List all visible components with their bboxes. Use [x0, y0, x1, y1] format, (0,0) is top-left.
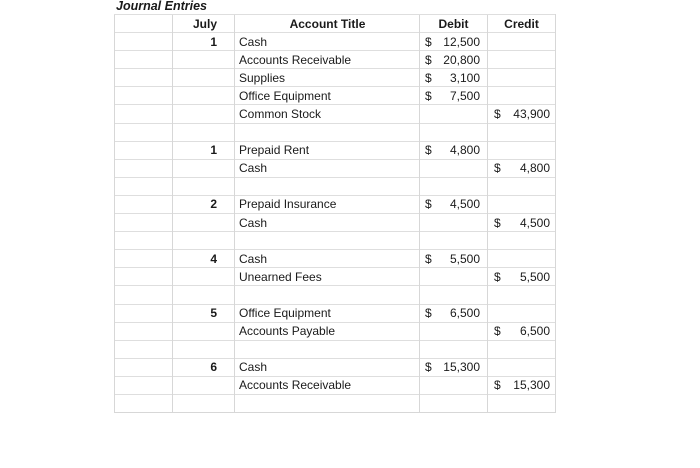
date-cell[interactable]: [173, 394, 235, 412]
debit-cell[interactable]: [420, 340, 488, 358]
credit-cell[interactable]: [488, 358, 556, 376]
credit-cell[interactable]: [488, 394, 556, 412]
currency-symbol: $: [494, 107, 501, 122]
table-row: [115, 358, 556, 376]
blank-cell[interactable]: [115, 232, 173, 250]
table-row: [115, 33, 556, 51]
account-cell[interactable]: Cash: [235, 214, 420, 232]
credit-cell[interactable]: [488, 51, 556, 69]
debit-cell[interactable]: [420, 159, 488, 177]
credit-amount: 43,900: [513, 107, 550, 122]
blank-cell[interactable]: [115, 177, 173, 195]
debit-amount: 20,800: [443, 52, 480, 67]
blank-cell[interactable]: [115, 105, 173, 123]
table-row: [115, 376, 556, 394]
credit-cell[interactable]: [488, 232, 556, 250]
debit-cell[interactable]: [420, 268, 488, 286]
currency-symbol: $: [494, 269, 501, 284]
table-row: [115, 394, 556, 412]
debit-amount: 7,500: [449, 88, 480, 103]
date-cell[interactable]: 5: [173, 304, 235, 322]
credit-cell[interactable]: [488, 304, 556, 322]
blank-cell[interactable]: [115, 87, 173, 105]
header-row: [115, 15, 556, 33]
table-row: [115, 105, 556, 123]
date-cell[interactable]: [173, 159, 235, 177]
currency-symbol: $: [425, 306, 432, 321]
table-row: [115, 69, 556, 87]
account-cell[interactable]: Common Stock: [235, 105, 420, 123]
table-row: [115, 159, 556, 177]
credit-amount: 4,800: [519, 161, 550, 176]
currency-symbol: $: [494, 161, 501, 176]
debit-cell[interactable]: [420, 250, 488, 268]
debit-cell[interactable]: [420, 214, 488, 232]
table-row: [115, 268, 556, 286]
currency-symbol: $: [494, 378, 501, 393]
currency-symbol: $: [494, 324, 501, 339]
currency-symbol: $: [494, 215, 501, 230]
date-cell[interactable]: 4: [173, 250, 235, 268]
table-row: [115, 340, 556, 358]
debit-cell[interactable]: [420, 33, 488, 51]
date-cell[interactable]: [173, 340, 235, 358]
account-cell[interactable]: [235, 232, 420, 250]
debit-cell[interactable]: [420, 123, 488, 141]
currency-symbol: $: [425, 34, 432, 49]
blank-cell[interactable]: [115, 304, 173, 322]
sheet-title: Journal Entries: [116, 0, 207, 13]
debit-cell[interactable]: [420, 51, 488, 69]
blank-cell[interactable]: [115, 250, 173, 268]
account-header[interactable]: Account Title: [235, 15, 420, 33]
currency-symbol: $: [425, 360, 432, 375]
credit-cell[interactable]: [488, 250, 556, 268]
date-cell[interactable]: [173, 322, 235, 340]
date-cell[interactable]: 1: [173, 33, 235, 51]
table-row: [115, 177, 556, 195]
blank-cell[interactable]: [115, 69, 173, 87]
date-cell[interactable]: [173, 376, 235, 394]
credit-amount: 15,300: [513, 378, 550, 393]
account-cell[interactable]: Accounts Payable: [235, 322, 420, 340]
table-row: [115, 141, 556, 159]
debit-cell[interactable]: [420, 141, 488, 159]
debit-amount: 5,500: [449, 251, 480, 266]
debit-cell[interactable]: [420, 105, 488, 123]
date-cell[interactable]: [173, 123, 235, 141]
debit-cell[interactable]: [420, 195, 488, 213]
account-cell[interactable]: Prepaid Rent: [235, 141, 420, 159]
blank-cell[interactable]: [115, 51, 173, 69]
credit-cell[interactable]: [488, 159, 556, 177]
table-row: [115, 51, 556, 69]
blank-cell[interactable]: [115, 340, 173, 358]
currency-symbol: $: [425, 143, 432, 158]
table-row: [115, 250, 556, 268]
blank-cell[interactable]: [115, 376, 173, 394]
date-cell[interactable]: [173, 214, 235, 232]
credit-cell[interactable]: [488, 286, 556, 304]
date-cell[interactable]: [173, 286, 235, 304]
date-cell[interactable]: [173, 177, 235, 195]
table-row: [115, 87, 556, 105]
debit-amount: 15,300: [443, 360, 480, 375]
date-header[interactable]: July: [173, 15, 235, 33]
debit-cell[interactable]: [420, 87, 488, 105]
account-cell[interactable]: [235, 123, 420, 141]
date-cell[interactable]: 1: [173, 141, 235, 159]
date-cell[interactable]: [173, 69, 235, 87]
blank-cell[interactable]: [115, 159, 173, 177]
currency-symbol: $: [425, 52, 432, 67]
blank-cell[interactable]: [115, 33, 173, 51]
credit-cell[interactable]: [488, 214, 556, 232]
date-cell[interactable]: [173, 51, 235, 69]
debit-amount: 3,100: [449, 70, 480, 85]
account-cell[interactable]: Prepaid Insurance: [235, 195, 420, 213]
account-cell[interactable]: Cash: [235, 250, 420, 268]
debit-amount: 4,800: [449, 143, 480, 158]
account-cell[interactable]: Office Equipment: [235, 304, 420, 322]
debit-cell[interactable]: [420, 376, 488, 394]
date-cell[interactable]: [173, 268, 235, 286]
date-cell[interactable]: [173, 105, 235, 123]
date-cell[interactable]: 6: [173, 358, 235, 376]
credit-cell[interactable]: [488, 87, 556, 105]
credit-amount: 5,500: [519, 269, 550, 284]
account-cell[interactable]: [235, 286, 420, 304]
blank-cell[interactable]: [115, 394, 173, 412]
blank-cell[interactable]: [115, 15, 173, 33]
blank-cell[interactable]: [115, 322, 173, 340]
currency-symbol: $: [425, 251, 432, 266]
date-cell[interactable]: [173, 87, 235, 105]
blank-cell[interactable]: [115, 268, 173, 286]
debit-cell[interactable]: [420, 286, 488, 304]
table-row: [115, 304, 556, 322]
currency-symbol: $: [425, 197, 432, 212]
blank-cell[interactable]: [115, 358, 173, 376]
blank-cell[interactable]: [115, 141, 173, 159]
date-cell[interactable]: [173, 232, 235, 250]
credit-cell[interactable]: [488, 105, 556, 123]
credit-cell[interactable]: [488, 322, 556, 340]
table-row: [115, 286, 556, 304]
debit-amount: 4,500: [449, 197, 480, 212]
debit-cell[interactable]: [420, 232, 488, 250]
blank-cell[interactable]: [115, 214, 173, 232]
table-row: [115, 123, 556, 141]
blank-cell[interactable]: [115, 123, 173, 141]
credit-cell[interactable]: [488, 268, 556, 286]
date-cell[interactable]: 2: [173, 195, 235, 213]
debit-cell[interactable]: [420, 322, 488, 340]
credit-cell[interactable]: [488, 340, 556, 358]
debit-cell[interactable]: [420, 358, 488, 376]
debit-cell[interactable]: [420, 304, 488, 322]
currency-symbol: $: [425, 70, 432, 85]
credit-cell[interactable]: [488, 195, 556, 213]
account-cell[interactable]: Unearned Fees: [235, 268, 420, 286]
credit-cell[interactable]: [488, 376, 556, 394]
account-cell[interactable]: Cash: [235, 358, 420, 376]
credit-cell[interactable]: [488, 69, 556, 87]
table-row: [115, 322, 556, 340]
account-cell[interactable]: [235, 177, 420, 195]
credit-header[interactable]: Credit: [488, 15, 556, 33]
blank-cell[interactable]: [115, 195, 173, 213]
account-cell[interactable]: Accounts Receivable: [235, 376, 420, 394]
debit-amount: 6,500: [449, 306, 480, 321]
account-cell[interactable]: Supplies: [235, 69, 420, 87]
table-row: [115, 195, 556, 213]
credit-cell[interactable]: [488, 123, 556, 141]
account-cell[interactable]: Office Equipment: [235, 87, 420, 105]
journal-table: [114, 14, 556, 413]
debit-cell[interactable]: [420, 177, 488, 195]
credit-cell[interactable]: [488, 33, 556, 51]
account-cell[interactable]: Cash: [235, 159, 420, 177]
credit-amount: 6,500: [519, 324, 550, 339]
credit-cell[interactable]: [488, 141, 556, 159]
blank-cell[interactable]: [115, 286, 173, 304]
debit-cell[interactable]: [420, 394, 488, 412]
account-cell[interactable]: [235, 340, 420, 358]
credit-cell[interactable]: [488, 177, 556, 195]
debit-header[interactable]: Debit: [420, 15, 488, 33]
account-cell[interactable]: [235, 394, 420, 412]
table-row: [115, 214, 556, 232]
debit-amount: 12,500: [443, 34, 480, 49]
account-cell[interactable]: Cash: [235, 33, 420, 51]
credit-amount: 4,500: [519, 215, 550, 230]
account-cell[interactable]: Accounts Receivable: [235, 51, 420, 69]
table-row: [115, 232, 556, 250]
currency-symbol: $: [425, 88, 432, 103]
debit-cell[interactable]: [420, 69, 488, 87]
